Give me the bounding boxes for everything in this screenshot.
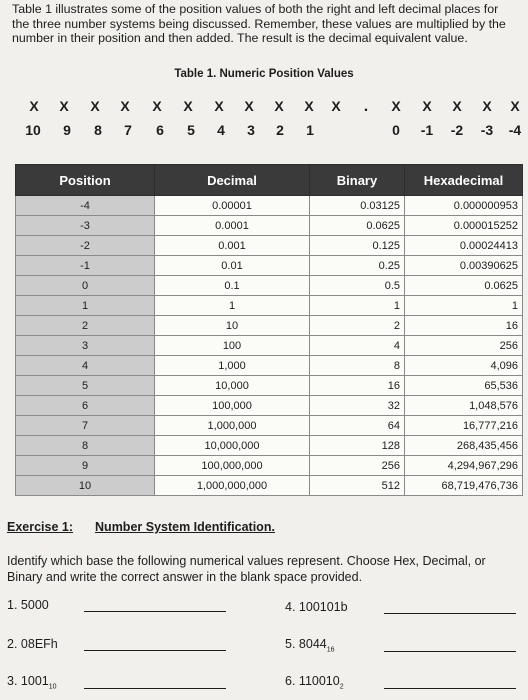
cell-decimal: 10,000 [155, 376, 310, 396]
cell-binary: 0.125 [310, 236, 405, 256]
decimal-point: . [363, 98, 369, 115]
answer-blank-5[interactable] [384, 651, 516, 652]
position-mark: X [29, 98, 39, 114]
position-mark: X [452, 98, 462, 114]
cell-binary: 8 [310, 356, 405, 376]
question-value: 8044 [298, 637, 327, 651]
position-number: 7 [124, 122, 132, 138]
cell-hexadecimal: 0.000015252 [405, 216, 523, 236]
question-value: 08EFh [20, 637, 58, 651]
cell-binary: 0.25 [310, 256, 405, 276]
position-number: 10 [25, 122, 41, 138]
table-row [16, 476, 523, 496]
position-mark: X [59, 98, 69, 114]
cell-hexadecimal: 268,435,456 [405, 436, 523, 456]
column-header-position: Position [16, 165, 155, 196]
table-row [16, 436, 523, 456]
cell-position: 3 [16, 336, 155, 356]
answer-blank-3[interactable] [84, 688, 226, 689]
cell-hexadecimal: 1,048,576 [405, 396, 523, 416]
exercise-label: Exercise 1: [7, 520, 74, 534]
column-header-decimal: Decimal [155, 165, 310, 196]
table-row [16, 456, 523, 476]
exercise-title: Number System Identification. [95, 520, 275, 534]
cell-position: -3 [16, 216, 155, 236]
position-number: 8 [94, 122, 102, 138]
cell-decimal: 100,000 [155, 396, 310, 416]
cell-hexadecimal: 4,096 [405, 356, 523, 376]
cell-position: 4 [16, 356, 155, 376]
question-1 [7, 598, 49, 615]
position-number: 9 [63, 122, 71, 138]
cell-hexadecimal: 0.0625 [405, 276, 523, 296]
cell-position: -2 [16, 236, 155, 256]
answer-blank-6[interactable] [384, 688, 516, 689]
cell-hexadecimal: 0.000000953 [405, 196, 523, 216]
cell-binary: 0.0625 [310, 216, 405, 236]
cell-hexadecimal: 256 [405, 336, 523, 356]
cell-hexadecimal: 0.00024413 [405, 236, 523, 256]
cell-binary: 0.03125 [310, 196, 405, 216]
table-row [16, 376, 523, 396]
question-number: 4. [285, 600, 296, 614]
answer-blank-4[interactable] [384, 613, 516, 614]
position-mark: X [120, 98, 130, 114]
cell-position: 9 [16, 456, 155, 476]
cell-decimal: 0.00001 [155, 196, 310, 216]
table-row [16, 336, 523, 356]
cell-position: 2 [16, 316, 155, 336]
intro-paragraph [12, 2, 520, 46]
answer-blank-1[interactable] [84, 611, 226, 612]
cell-position: 5 [16, 376, 155, 396]
cell-binary: 1 [310, 296, 405, 316]
cell-binary: 512 [310, 476, 405, 496]
cell-decimal: 0.1 [155, 276, 310, 296]
cell-binary: 256 [310, 456, 405, 476]
cell-decimal: 10 [155, 316, 310, 336]
question-value: 100101b [298, 600, 348, 614]
question-value: 5000 [20, 598, 49, 612]
cell-position: -4 [16, 196, 155, 216]
question-6 [285, 674, 344, 691]
answer-blank-2[interactable] [84, 650, 226, 651]
question-number: 1. [7, 598, 18, 612]
question-5 [285, 637, 335, 654]
position-marks-row [0, 98, 528, 116]
cell-hexadecimal: 68,719,476,736 [405, 476, 523, 496]
cell-binary: 2 [310, 316, 405, 336]
intro-line: the three number systems being discussed. Remember, these values are multiplied by the [12, 16, 506, 31]
position-mark: X [391, 98, 401, 114]
cell-position: 7 [16, 416, 155, 436]
question-number: 2. [7, 637, 18, 651]
position-mark: X [152, 98, 162, 114]
cell-position: -1 [16, 256, 155, 276]
question-value: 110010 [298, 674, 340, 688]
cell-binary: 64 [310, 416, 405, 436]
cell-position: 6 [16, 396, 155, 416]
position-mark: X [482, 98, 492, 114]
exercise-instructions: Identify which base the following numerical values represent. Choose Hex, Decimal, or Binary and write the correct answer in the blank space provided. [7, 554, 486, 584]
table-row [16, 196, 523, 216]
cell-decimal: 0.0001 [155, 216, 310, 236]
cell-binary: 0.5 [310, 276, 405, 296]
question-subscript: 10 [48, 683, 57, 691]
cell-decimal: 0.01 [155, 256, 310, 276]
question-subscript: 16 [326, 646, 335, 654]
position-number: 5 [187, 122, 195, 138]
position-mark: X [422, 98, 432, 114]
table-caption: Table 1. Numeric Position Values [174, 68, 354, 80]
question-value: 1001 [20, 674, 49, 688]
exercise-heading [7, 520, 275, 534]
question-number: 3. [7, 674, 18, 688]
cell-hexadecimal: 16 [405, 316, 523, 336]
question-subscript: 2 [339, 683, 344, 691]
position-values-table [15, 164, 523, 496]
question-number: 5. [285, 637, 296, 651]
table-row [16, 356, 523, 376]
cell-hexadecimal: 1 [405, 296, 523, 316]
cell-decimal: 1,000,000 [155, 416, 310, 436]
position-number: 3 [247, 122, 255, 138]
cell-position: 0 [16, 276, 155, 296]
cell-decimal: 10,000,000 [155, 436, 310, 456]
cell-hexadecimal: 16,777,216 [405, 416, 523, 436]
cell-position: 1 [16, 296, 155, 316]
position-number: -1 [420, 122, 434, 138]
cell-binary: 32 [310, 396, 405, 416]
column-header-binary: Binary [310, 165, 405, 196]
cell-binary: 4 [310, 336, 405, 356]
table-row [16, 316, 523, 336]
cell-decimal: 1,000 [155, 356, 310, 376]
cell-decimal: 100 [155, 336, 310, 356]
question-2 [7, 637, 58, 654]
position-mark: X [183, 98, 193, 114]
cell-hexadecimal: 4,294,967,296 [405, 456, 523, 476]
table-row [16, 296, 523, 316]
position-number: 4 [217, 122, 225, 138]
table-row [16, 276, 523, 296]
position-number: -4 [508, 122, 522, 138]
table-row [16, 236, 523, 256]
cell-position: 8 [16, 436, 155, 456]
cell-binary: 128 [310, 436, 405, 456]
position-numbers-row [0, 122, 528, 140]
position-number: 2 [276, 122, 284, 138]
position-mark: X [214, 98, 224, 114]
position-mark: X [304, 98, 314, 114]
table-row [16, 416, 523, 436]
question-4 [285, 600, 348, 617]
cell-hexadecimal: 65,536 [405, 376, 523, 396]
table-row [16, 216, 523, 236]
cell-decimal: 1,000,000,000 [155, 476, 310, 496]
cell-position: 10 [16, 476, 155, 496]
position-number: -2 [450, 122, 464, 138]
question-number: 6. [285, 674, 296, 688]
cell-binary: 16 [310, 376, 405, 396]
position-mark: X [90, 98, 100, 114]
question-3 [7, 674, 57, 691]
column-header-hexadecimal: Hexadecimal [405, 165, 523, 196]
position-number: 0 [392, 122, 400, 138]
position-mark: X [244, 98, 254, 114]
table-header-row [16, 165, 523, 196]
cell-hexadecimal: 0.00390625 [405, 256, 523, 276]
cell-decimal: 100,000,000 [155, 456, 310, 476]
position-mark: X [274, 98, 284, 114]
position-number: 1 [306, 122, 314, 138]
position-mark: X [331, 98, 341, 114]
position-mark: X [510, 98, 520, 114]
intro-line: number in their position and then added. The result is the decimal equivalent value. [12, 31, 468, 45]
cell-decimal: 0.001 [155, 236, 310, 256]
intro-line: Table 1 illustrates some of the position values of both the right and left decimal places for [12, 2, 499, 16]
cell-decimal: 1 [155, 296, 310, 316]
table-row [16, 256, 523, 276]
table-row [16, 396, 523, 416]
position-number: -3 [480, 122, 494, 138]
position-number: 6 [156, 122, 164, 138]
